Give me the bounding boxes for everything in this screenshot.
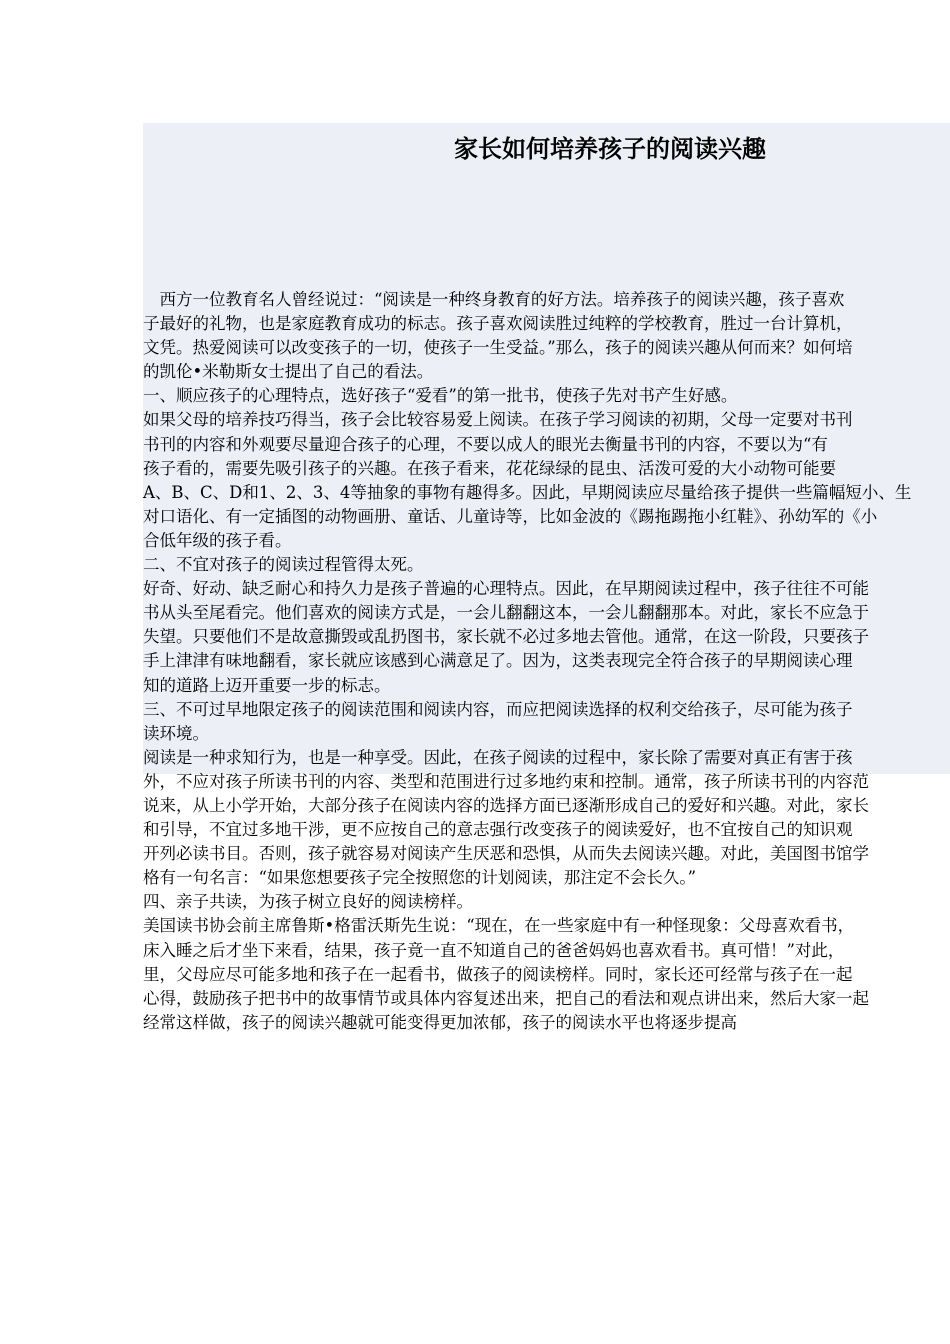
body-line: 好奇、好动、缺乏耐心和持久力是孩子普遍的心理特点。因此，在早期阅读过程中，孩子往往不可能 bbox=[143, 579, 869, 599]
body-line: 西方一位教育名人曾经说过：“阅读是一种终身教育的好方法。培养孩子的阅读兴趣，孩子喜欢 bbox=[143, 290, 845, 309]
body-line: 外，不应对孩子所读书刊的内容、类型和范围进行过多地约束和控制。通常，孩子所读书刊的内容范 bbox=[143, 771, 869, 791]
body-line: 读环境。 bbox=[143, 723, 209, 743]
body-line: 手上津津有味地翻看，家长就应该感到心满意足了。因为，这类表现完全符合孩子的早期阅读心理 bbox=[143, 651, 853, 671]
body-line: 格有一句名言：“如果您想要孩子完全按照您的计划阅读，那注定不会长久。” bbox=[143, 868, 697, 888]
body-line: 孩子看的，需要先吸引孩子的兴趣。在孩子看来，花花绿绿的昆虫、活泼可爱的大小动物可能要 bbox=[143, 458, 836, 478]
body-line: 开列必读书目。否则，孩子就容易对阅读产生厌恶和恐惧，从而失去阅读兴趣。对此，美国图书馆学 bbox=[143, 844, 869, 864]
body-line: A、B、C、D和1、2、3、4等抽象的事物有趣得多。因此，早期阅读应尽量给孩子提供一些篇幅短小、生 bbox=[143, 482, 912, 502]
body-line: 里，父母应尽可能多地和孩子在一起看书，做孩子的阅读榜样。同时，家长还可经常与孩子在一起 bbox=[143, 964, 853, 984]
body-line: 二、不宜对孩子的阅读过程管得太死。 bbox=[143, 555, 424, 575]
body-line: 心得，鼓励孩子把书中的故事情节或具体内容复述出来，把自己的看法和观点讲出来，然后大家一起 bbox=[143, 988, 869, 1008]
body-line: 三、不可过早地限定孩子的阅读范围和阅读内容，而应把阅读选择的权利交给孩子，尽可能为孩子 bbox=[143, 699, 853, 719]
body-line: 经常这样做，孩子的阅读兴趣就可能变得更加浓郁，孩子的阅读水平也将逐步提高 bbox=[143, 1012, 737, 1032]
body-line: 书刊的内容和外观要尽量迎合孩子的心理，不要以成人的眼光去衡量书刊的内容，不要以为“有 bbox=[143, 434, 828, 454]
body-line: 一、顺应孩子的心理特点，选好孩子“爱看”的第一批书，使孩子先对书产生好感。 bbox=[143, 386, 738, 406]
body-line: 文凭。热爱阅读可以改变孩子的一切，使孩子一生受益。”那么，孩子的阅读兴趣从何而来？如何培 bbox=[143, 338, 853, 358]
body-line: 阅读是一种求知行为，也是一种享受。因此，在孩子阅读的过程中，家长除了需要对真正有害于孩 bbox=[143, 747, 853, 767]
body-line: 子最好的礼物，也是家庭教育成功的标志。孩子喜欢阅读胜过纯粹的学校教育，胜过一台计算机， bbox=[143, 314, 853, 334]
body-line: 四、亲子共读，为孩子树立良好的阅读榜样。 bbox=[143, 892, 473, 912]
text-panel bbox=[143, 123, 950, 1032]
body-line: 知的道路上迈开重要一步的标志。 bbox=[143, 675, 391, 695]
body-line: 说来，从上小学开始，大部分孩子在阅读内容的选择方面已逐渐形成自己的爱好和兴趣。对此，家长 bbox=[143, 795, 869, 815]
body-line: 和引导，不宜过多地干涉，更不应按自己的意志强行改变孩子的阅读爱好，也不宜按自己的知识观 bbox=[143, 820, 853, 840]
body-line: 书从头至尾看完。他们喜欢的阅读方式是，一会儿翻翻这本，一会儿翻翻那本。对此，家长不应急于 bbox=[143, 603, 869, 623]
body-line: 对口语化、有一定插图的动物画册、童话、儿童诗等，比如金波的《踢拖踢拖小红鞋》、孙幼军的《小 bbox=[143, 506, 878, 526]
body-line: 合低年级的孩子看。 bbox=[143, 530, 292, 550]
body-line: 的凯伦•米勒斯女士提出了自己的看法。 bbox=[143, 362, 434, 382]
document-body bbox=[143, 288, 950, 1035]
body-line: 失望。只要他们不是故意撕毁或乱扔图书，家长就不必过多地去管他。通常，在这一阶段，只要孩子 bbox=[143, 627, 869, 647]
body-line: 床入睡之后才坐下来看，结果，孩子竟一直不知道自己的爸爸妈妈也喜欢看书。真可惜！”对此， bbox=[143, 940, 845, 960]
body-line: 美国读书协会前主席鲁斯•格雷沃斯先生说：“现在，在一些家庭中有一种怪现象：父母喜欢看书， bbox=[143, 916, 855, 936]
document-title: 家长如何培养孩子的阅读兴趣 bbox=[454, 134, 766, 163]
body-line: 如果父母的培养技巧得当，孩子会比较容易爱上阅读。在孩子学习阅读的初期，父母一定要对书刊 bbox=[143, 410, 853, 430]
